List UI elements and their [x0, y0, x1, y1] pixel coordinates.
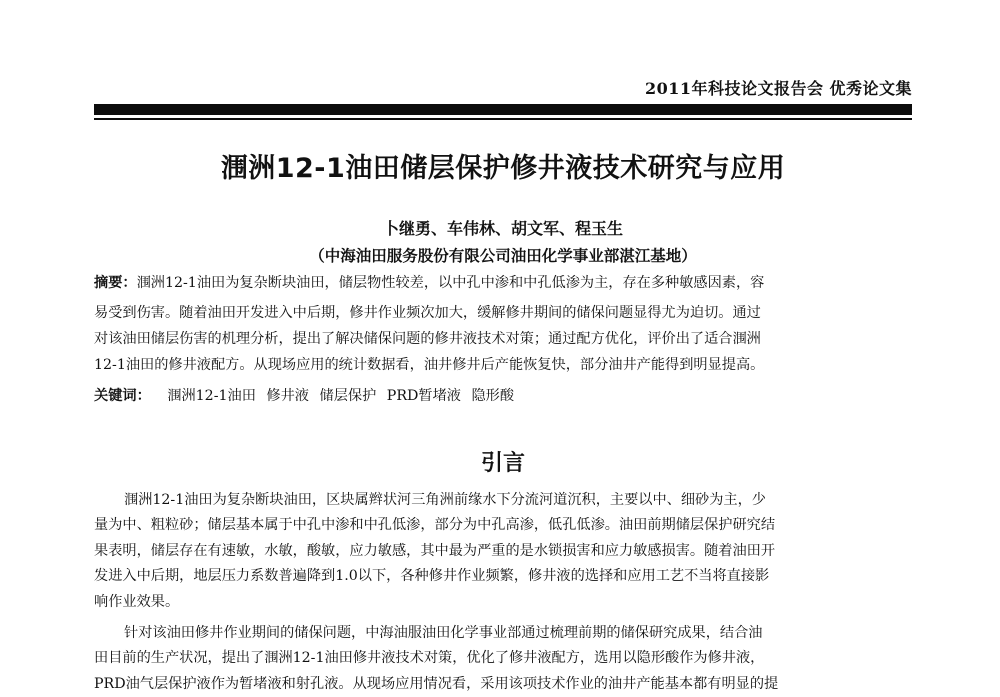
paper-title: 涠洲12-1油田储层保护修井液技术研究与应用 — [220, 153, 786, 184]
body-line: 响作业效果。 — [94, 593, 180, 610]
abstract — [94, 270, 912, 378]
paper-affiliation: （中海油田服务股份有限公司油田化学事业部湛江基地） — [309, 247, 697, 265]
abstract-text: 涠洲12-1油田为复杂断块油田，储层物性较差，以中孔中渗和中孔低渗为主，存在多种敏感因素，容 — [136, 275, 765, 291]
abstract-line — [94, 270, 912, 296]
header-rule-thin — [94, 118, 912, 120]
collection-name: 优秀论文集 — [829, 79, 912, 98]
keyword: PRD暂堵液 — [386, 388, 461, 404]
section-heading-introduction: 引言 — [480, 451, 525, 476]
body-line: 针对该油田修井作业期间的储保问题，中海油服油田化学事业部通过梳理前期的储保研究成果，结合油 — [124, 624, 763, 641]
body-line: PRD油气层保护液作为暂堵液和射孔液。从现场应用情况看，采用该项技术作业的油井产能基本都有明显的提 — [94, 675, 779, 692]
body-text — [94, 488, 912, 697]
keyword: 储层保护 — [319, 388, 377, 404]
keyword: 修井液 — [266, 388, 309, 404]
header-rule-thick — [94, 104, 912, 115]
abstract-label: 摘要： — [94, 275, 137, 291]
abstract-line: 易受到伤害。随着油田开发进入中后期，修井作业频次加大，缓解修井期间的储保问题显得尤为迫切。通过 — [94, 305, 761, 321]
body-line: 发进入中后期，地层压力系数普遍降到1.0以下，各种修井作业频繁，修井液的选择和应用工艺不当将直接影 — [94, 568, 770, 585]
body-line: 量为中、粗粒砂；储层基本属于中孔中渗和中孔低渗，部分为中孔高渗，低孔低渗。油田前期储层保护研究结 — [94, 517, 776, 534]
conference-name: 2011年科技论文报告会 — [644, 79, 824, 98]
abstract-line: 12-1油田的修井液配方。从现场应用的统计数据看，油井修井后产能恢复快，部分油井产能得到明显提高。 — [94, 357, 765, 373]
keyword: 隐形酸 — [471, 388, 515, 404]
keyword: 涠洲12-1油田 — [167, 388, 256, 404]
running-header — [645, 76, 912, 99]
paper-authors: 卜继勇、车伟林、胡文军、程玉生 — [382, 219, 623, 238]
keywords — [94, 384, 912, 408]
body-line: 涠洲12-1油田为复杂断块油田，区块属辫状河三角洲前缘水下分流河道沉积，主要以中、细砂为主，少 — [124, 492, 766, 508]
body-line: 果表明，储层存在有速敏，水敏，酸敏，应力敏感，其中最为严重的是水锁损害和应力敏感损害。随着油田开 — [94, 542, 776, 559]
keywords-label: 关键词： — [94, 388, 151, 404]
abstract-line: 对该油田储层伤害的机理分析，提出了解决储保问题的修井液技术对策；通过配方优化，评价出了适合涠洲 — [94, 331, 761, 347]
body-line: 田目前的生产状况，提出了涠洲12-1油田修井液技术对策，优化了修井液配方，选用以隐形酸作为修井液， — [94, 650, 765, 667]
